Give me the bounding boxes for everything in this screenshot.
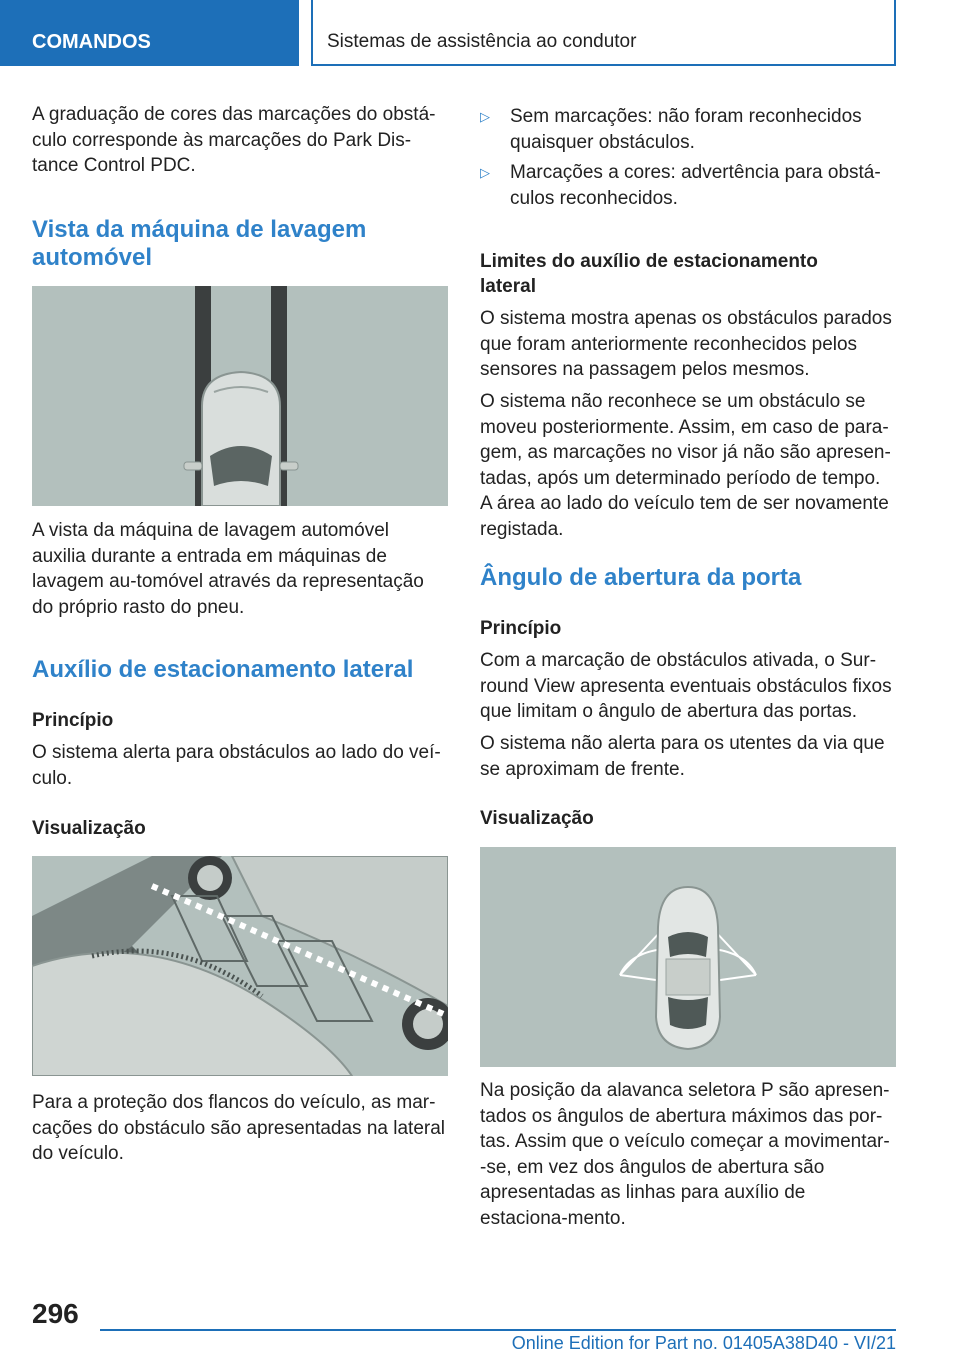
car-wash-view-figure: [32, 286, 448, 506]
edition-footer: Online Edition for Part no. 01405A38D40 - VI/21: [511, 1333, 896, 1353]
bullet-item: [480, 104, 896, 156]
bullet-text: Marcações a cores: advertência para obstá-culos reconhecidos.: [510, 162, 881, 209]
display-heading: Visualização: [32, 818, 146, 839]
bullet-arrow-icon: ▷: [480, 165, 490, 180]
limits-paragraph: O sistema não reconhece se um obstáculo se moveu posteriormente. Assim, em caso de para-gem, as marcações no visor já não são apresen-tadas, após um determinado período de tempo. A área ao lado do veículo tem de ser novamente registada.: [480, 391, 891, 540]
principle-heading: Princípio: [480, 618, 562, 639]
chapter-title: Sistemas de assistência ao condutor: [311, 0, 896, 66]
car-wash-paragraph: A vista da máquina de lavagem automóvel auxilia durante a entrada em máquinas de lavagem au-tomóvel através da representação do próprio rasto do pneu.: [32, 520, 424, 618]
limits-heading: Limites do auxílio de estacionamento lateral: [480, 251, 818, 297]
principle-paragraph: Com a marcação de obstáculos ativada, o Sur-round View apresenta eventuais obstáculos fixos que limitam o ângulo de abertura das portas.: [480, 650, 892, 722]
display-paragraph: Para a proteção dos flancos do veículo, as mar-cações do obstáculo são apresentadas na lateral do veículo.: [32, 1092, 445, 1164]
display-heading: Visualização: [480, 808, 594, 829]
side-assist-heading: Auxílio de estacionamento lateral: [32, 656, 414, 683]
section-tab: COMANDOS: [0, 0, 299, 66]
bullet-text: Sem marcações: não foram reconhecidos quaisquer obstáculos.: [510, 106, 862, 153]
page-number: 296: [32, 1298, 79, 1329]
car-wash-heading: Vista da máquina de lavagem automóvel: [32, 216, 367, 271]
door-angle-heading: Ângulo de abertura da porta: [480, 564, 802, 591]
intro-paragraph: A graduação de cores das marcações do obstá-culo corresponde às marcações do Park Dis-tance Control PDC.: [32, 104, 436, 176]
principle-heading: Princípio: [32, 710, 114, 731]
display-paragraph: Na posição da alavanca seletora P são apresen-tados os ângulos de abertura máximos das por-tas. Assim que o veículo começar a movimentar--se, em vez dos ângulos de abertura são apresentadas as linhas para auxílio de estaciona-mento.: [480, 1080, 890, 1229]
bullet-item: [480, 160, 896, 212]
principle-paragraph: O sistema alerta para obstáculos ao lado do veí-culo.: [32, 742, 441, 789]
limits-paragraph: O sistema mostra apenas os obstáculos parados que foram anteriormente reconhecidos pelos sensores na passagem pelos mesmos.: [480, 308, 892, 380]
bullet-arrow-icon: ▷: [480, 109, 490, 124]
principle-paragraph: O sistema não alerta para os utentes da via que se aproximam de frente.: [480, 733, 885, 780]
door-angle-figure: [480, 847, 896, 1067]
side-assist-figure: [32, 856, 448, 1076]
